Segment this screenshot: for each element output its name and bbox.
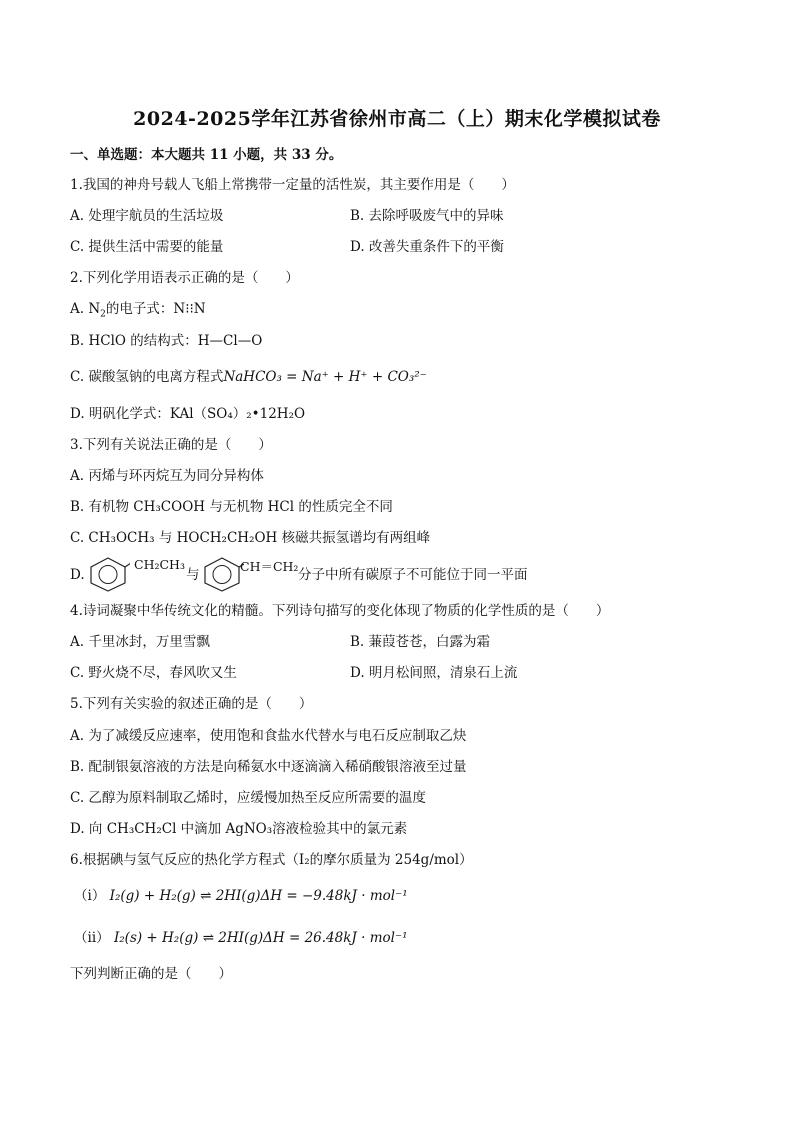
q2-option-c: C. 碳酸氢钠的电离方程式NaHCO₃ = Na⁺ + H⁺ + CO₃²⁻ — [70, 369, 427, 385]
q2-stem: 2.下列化学用语表示正确的是（ ） — [70, 270, 299, 286]
q4-option-d: D. 明月松间照，清泉石上流 — [350, 665, 518, 681]
q3-option-b: B. 有机物 CH₃COOH 与无机物 HCl 的性质完全不同 — [70, 499, 393, 515]
q6-equation-ii: （ⅱ） I₂(s) + H₂(g) ⇌ 2HI(g)ΔH = 26.48kJ · mol⁻¹ — [74, 930, 408, 946]
benzene-ring-icon — [86, 556, 130, 592]
q1-stem: 1.我国的神舟号载人飞船上常携带一定量的活性炭，其主要作用是（ ） — [70, 177, 515, 193]
q1-option-c: C. 提供生活中需要的能量 — [70, 239, 224, 255]
q5-option-d: D. 向 CH₃CH₂Cl 中滴加 AgNO₃溶液检验其中的氯元素 — [70, 821, 408, 837]
q3-option-d-label: D. — [70, 567, 85, 583]
q3-option-d-tail: 分子中所有碳原子不可能位于同一平面 — [298, 567, 528, 583]
q5-option-c: C. 乙醇为原料制取乙烯时，应缓慢加热至反应所需要的温度 — [70, 790, 426, 806]
section-heading: 一、单选题：本大题共 11 小题，共 33 分。 — [70, 147, 343, 163]
ethyl-group-label: CH₂CH₃ — [134, 557, 185, 572]
and-label: 与 — [186, 567, 200, 583]
q6-ask: 下列判断正确的是（ ） — [70, 966, 232, 982]
q4-stem: 4.诗词凝聚中华传统文化的精髓。下列诗句描写的变化体现了物质的化学性质的是（ ） — [70, 603, 610, 619]
q6-stem: 6.根据碘与氢气反应的热化学方程式（I₂的摩尔质量为 254g/mol） — [70, 852, 473, 868]
q4-option-c: C. 野火烧不尽，春风吹又生 — [70, 665, 237, 681]
q4-option-a: A. 千里冰封，万里雪飘 — [70, 634, 210, 650]
q3-option-a: A. 丙烯与环丙烷互为同分异构体 — [70, 468, 264, 484]
benzene-ring-icon — [200, 556, 244, 592]
vinyl-group-label: CH＝CH₂ — [240, 559, 299, 574]
q3-stem: 3.下列有关说法正确的是（ ） — [70, 437, 272, 453]
q5-option-b: B. 配制银氨溶液的方法是向稀氨水中逐滴滴入稀硝酸银溶液至过量 — [70, 759, 467, 775]
q3-option-c: C. CH₃OCH₃ 与 HOCH₂CH₂OH 核磁共振氢谱均有两组峰 — [70, 530, 431, 546]
q1-option-b: B. 去除呼吸废气中的异味 — [350, 208, 504, 224]
q6-equation-i: （ⅰ） I₂(g) + H₂(g) ⇌ 2HI(g)ΔH = −9.48kJ · mol⁻¹ — [74, 888, 408, 904]
q5-stem: 5.下列有关实验的叙述正确的是（ ） — [70, 696, 313, 712]
q4-option-b: B. 蒹葭苍苍，白露为霜 — [350, 634, 491, 650]
q2-option-a: A. $N_2$的电子式：N⁝⁝N — [70, 301, 206, 320]
q1-option-d: D. 改善失重条件下的平衡 — [350, 239, 504, 255]
q2-option-d: D. 明矾化学式：KAl（SO₄）₂•12H₂O — [70, 406, 306, 422]
q5-option-a: A. 为了减缓反应速率，使用饱和食盐水代替水与电石反应制取乙炔 — [70, 728, 467, 744]
ionization-equation: NaHCO₃ = Na⁺ + H⁺ + CO₃²⁻ — [223, 369, 427, 385]
exam-title: 2024-2025学年江苏省徐州市高二（上）期末化学模拟试卷 — [133, 108, 661, 130]
q2-option-b: B. HClO 的结构式：H—Cl—O — [70, 333, 263, 349]
q1-option-a: A. 处理宇航员的生活垃圾 — [70, 208, 224, 224]
